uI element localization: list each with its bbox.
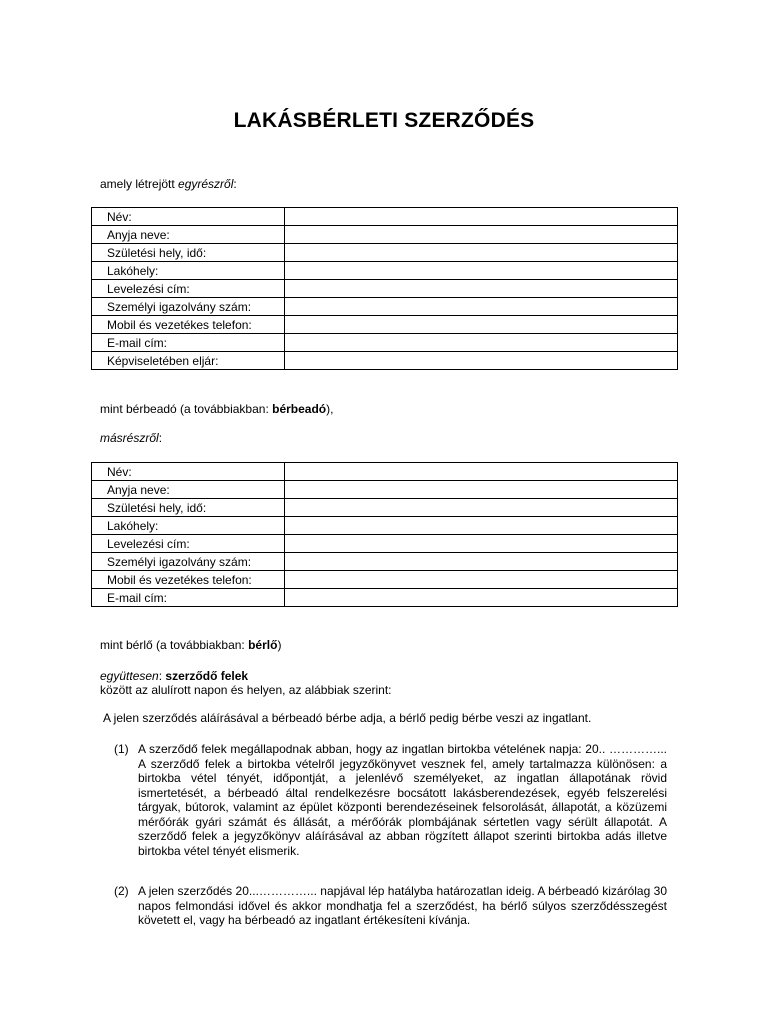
field-value-cell [285,517,678,535]
field-value-cell [285,589,678,607]
field-label: Személyi igazolvány szám: [92,298,285,316]
clause-number: (2) [114,884,129,898]
field-value-cell [285,334,678,352]
landlord-role-prefix: mint bérbeadó (a továbbiakban: [100,402,273,416]
field-label: Anyja neve: [92,481,285,499]
field-value-cell [285,262,678,280]
table-row [92,298,678,316]
other-side-italic: másrészről [100,431,159,445]
table-row [92,589,678,607]
field-value-cell [285,499,678,517]
landlord-role-line [100,402,333,417]
tenant-table [91,462,678,607]
clause-number: (1) [114,742,129,756]
table-row [92,463,678,481]
together-line [100,669,248,684]
table-row [92,481,678,499]
landlord-table [91,207,678,370]
tenant-role-line [100,638,281,653]
field-label: Születési hely, idő: [92,499,285,517]
table-row [92,535,678,553]
clause-1 [114,742,667,858]
field-label: Lakóhely: [92,262,285,280]
table-row [92,517,678,535]
other-side-suffix: : [158,431,163,445]
field-label: E-mail cím: [92,589,285,607]
intro-italic: egyrészről [178,177,234,191]
field-label: Lakóhely: [92,517,285,535]
field-value-cell [285,280,678,298]
field-label: Képviseletében eljár: [92,352,285,370]
table-row [92,499,678,517]
table-row [92,244,678,262]
together-sep: : [158,669,166,683]
field-value-cell [285,298,678,316]
field-value-cell [285,226,678,244]
field-value-cell [285,463,678,481]
intro-line [100,177,237,192]
table-row [92,226,678,244]
field-label: Név: [92,463,285,481]
clause-text: A szerződő felek megállapodnak abban, hogy az ingatlan birtokba vételének napja: 20.. …………... A szerződő felek a birtokba vételről jegyzőkönyvet vesznek fel, amely tartalmazza különösen: a birtokba vétel tényét, időpontját, a jelenlévő személyeket, az ingatlan állapotának rövid ismertetését, a bérbeadó által rendelkezésre bocsátott lakásberendezések, egyéb felszerelési tárgyak, bútorok, valamint az épület központi berendezéseinek felsorolását, állapotát, a közüzemi mérőórák gyári számát és állását, a mérőórák plombájának sértetlen vagy sérült állapotát. A szerződő felek a jegyzőkönyv aláírásával az abban rögzített állapot szerinti birtokba adás illetve birtokba vétel tényét elismerik. [138,742,667,858]
table-row [92,352,678,370]
landlord-role-suffix: ), [326,402,334,416]
field-value-cell [285,316,678,334]
field-label: E-mail cím: [92,334,285,352]
clause-text: A jelen szerződés 20...…………... napjával lép hatályba határozatlan ideig. A bérbeadó kizárólag 30 napos felmondási idővel és akkor mondhatja fel a szerződést, ha bérlő súlyos szerződésszegést követett el, vagy ha bérbeadó az ingatlant értékesíteni kívánja. [138,884,667,927]
landlord-role-bold: bérbeadó [272,402,327,416]
table-row [92,280,678,298]
table-row [92,208,678,226]
together-bold: szerződő felek [165,669,249,683]
field-label: Személyi igazolvány szám: [92,553,285,571]
field-value-cell [285,481,678,499]
tenant-role-bold: bérlő [248,638,278,652]
together-italic: együttesen [100,669,159,683]
clause-2 [114,884,667,928]
field-value-cell [285,352,678,370]
table-row [92,316,678,334]
table-row [92,262,678,280]
field-value-cell [285,208,678,226]
table-row [92,553,678,571]
field-value-cell [285,571,678,589]
field-label: Név: [92,208,285,226]
field-value-cell [285,553,678,571]
field-label: Mobil és vezetékes telefon: [92,571,285,589]
between-line: között az alulírott napon és helyen, az alábbiak szerint: [100,683,392,697]
field-label: Anyja neve: [92,226,285,244]
intro-suffix: : [233,177,237,191]
field-label: Levelezési cím: [92,280,285,298]
tenant-role-suffix: ) [277,638,282,652]
field-value-cell [285,535,678,553]
intro-prefix: amely létrejött [100,177,179,191]
field-value-cell [285,244,678,262]
tenant-role-prefix: mint bérlő (a továbbiakban: [100,638,249,652]
field-label: Levelezési cím: [92,535,285,553]
other-side-line [100,431,162,446]
lead-sentence: A jelen szerződés aláírásával a bérbeadó bérbe adja, a bérlő pedig bérbe veszi az ingatlant. [103,711,592,725]
field-label: Mobil és vezetékes telefon: [92,316,285,334]
field-label: Születési hely, idő: [92,244,285,262]
table-row [92,334,678,352]
document-title: LAKÁSBÉRLETI SZERZŐDÉS [233,109,535,132]
table-row [92,571,678,589]
